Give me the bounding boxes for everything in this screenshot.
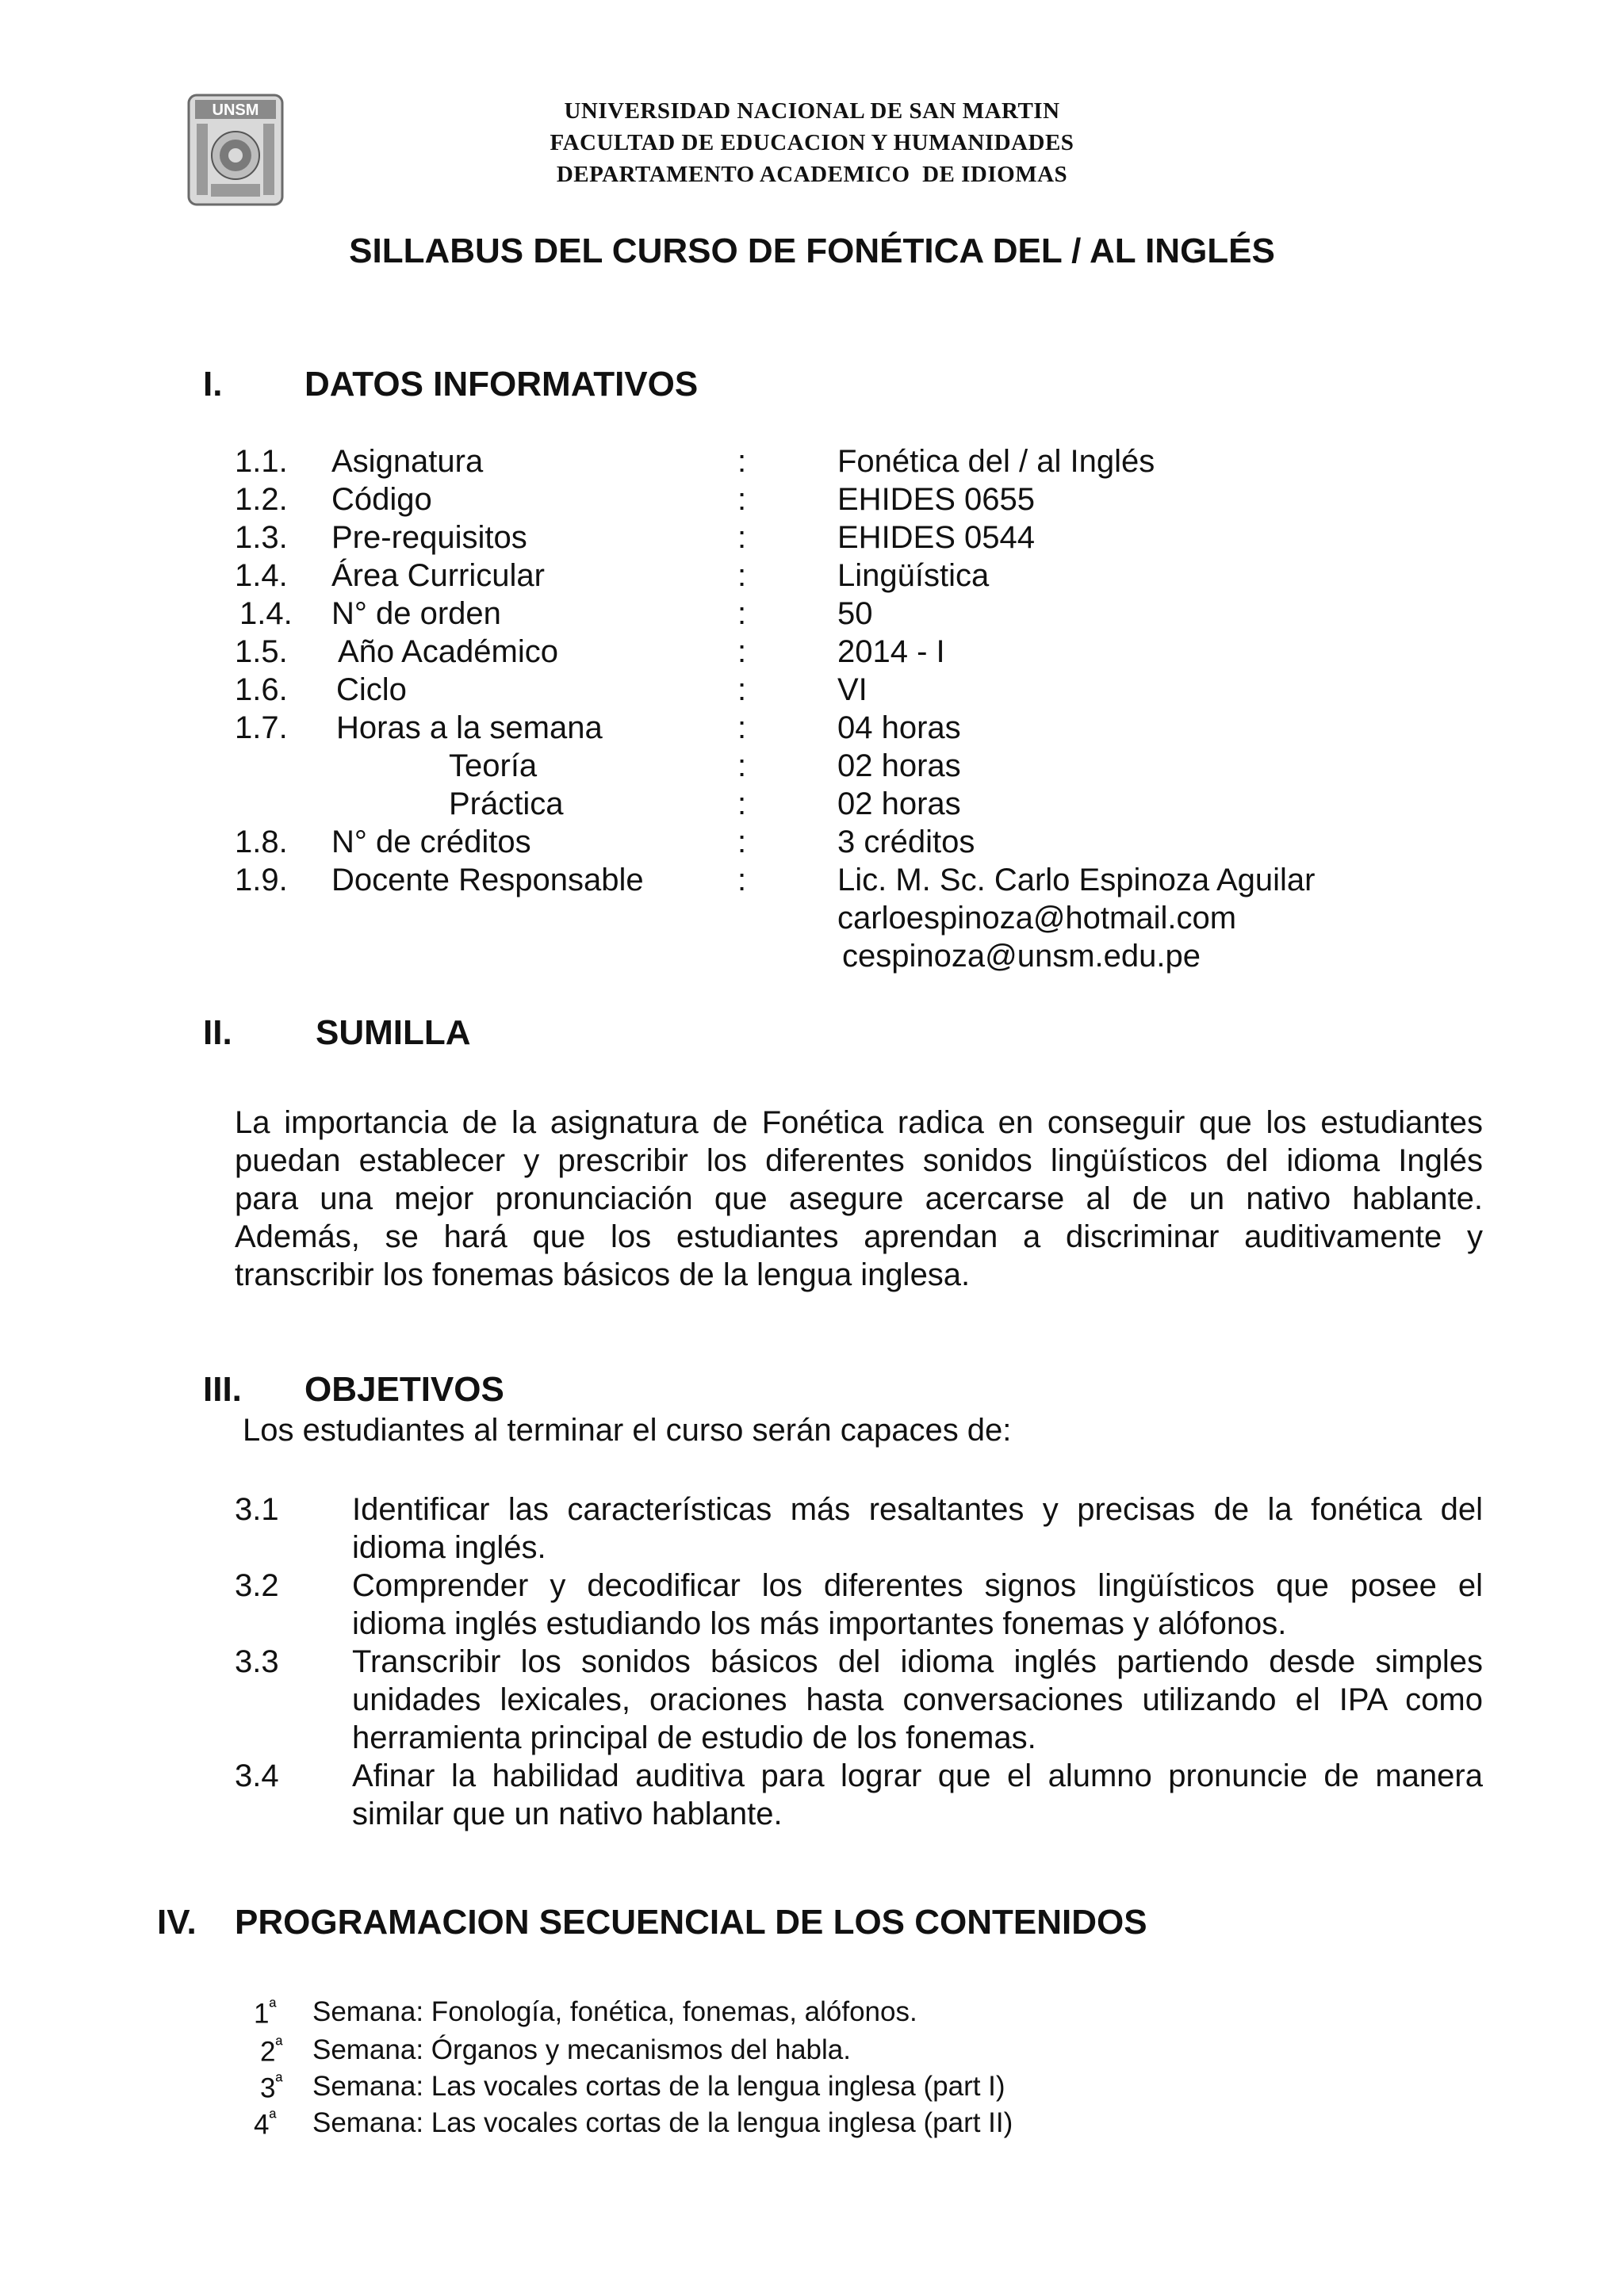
section-3-heading: OBJETIVOS xyxy=(304,1370,504,1409)
info-row-label: N° de orden xyxy=(331,596,501,631)
info-row-number: 1.5. xyxy=(235,634,288,669)
info-row xyxy=(0,710,1624,747)
info-row xyxy=(0,520,1624,557)
info-row-value: 50 xyxy=(837,596,873,631)
objective-line: herramienta principal de estudio de los fonemas. xyxy=(352,1720,1036,1755)
info-row-value: 04 horas xyxy=(837,710,961,745)
info-row-label: Asignatura xyxy=(331,444,484,479)
info-row-label: Área Curricular xyxy=(331,558,545,593)
sumilla-line: puedan establecer y prescribir los diferentes sonidos lingüísticos del idioma Inglés xyxy=(235,1143,1483,1178)
week-ordinal: ª xyxy=(269,2107,277,2129)
info-row-label: Práctica xyxy=(449,786,564,821)
info-row-separator: : xyxy=(737,482,747,517)
week-number: 4 xyxy=(254,2109,270,2141)
objective-number: 3.3 xyxy=(235,1644,279,1679)
info-row-number: 1.2. xyxy=(235,482,288,517)
section-4-heading: PROGRAMACION SECUENCIAL DE LOS CONTENIDOS xyxy=(235,1903,1147,1942)
email-link[interactable]: carloespinoza@hotmail.com xyxy=(837,901,1237,936)
objective-line: idioma inglés estudiando los más importantes fonemas y alófonos. xyxy=(352,1606,1287,1641)
info-row-number: 1.8. xyxy=(235,825,288,859)
objective-line: Identificar las características más resaltantes y precisas de la fonética del xyxy=(352,1492,1483,1527)
info-row-separator: : xyxy=(737,672,747,707)
week-item xyxy=(260,2071,282,2105)
info-row-number: 1.3. xyxy=(235,520,288,555)
info-row-separator: : xyxy=(737,634,747,669)
info-row-label: Docente Responsable xyxy=(331,863,644,897)
week-ordinal: ª xyxy=(275,2071,283,2092)
section-1-heading: DATOS INFORMATIVOS xyxy=(304,365,699,404)
faculty-name: FACULTAD DE EDUCACION Y HUMANIDADES xyxy=(550,130,1074,155)
objective-line: Transcribir los sonidos básicos del idioma inglés partiendo desde simples xyxy=(352,1644,1483,1679)
week-text: Semana: Órganos y mecanismos del habla. xyxy=(312,2034,851,2065)
info-row-separator: : xyxy=(737,863,747,897)
objective-number: 3.1 xyxy=(235,1492,279,1527)
info-row-label: Código xyxy=(331,482,432,517)
section-2-heading: SUMILLA xyxy=(316,1013,471,1052)
info-row-value: EHIDES 0655 xyxy=(837,482,1036,517)
objective-line: Comprender y decodificar los diferentes signos lingüísticos que posee el xyxy=(352,1568,1483,1603)
info-row-label: Ciclo xyxy=(336,672,407,707)
info-row xyxy=(0,558,1624,595)
info-row-value: 02 horas xyxy=(837,786,961,821)
objective-text xyxy=(352,1643,1483,1757)
week-ordinal: ª xyxy=(275,2034,283,2056)
info-row xyxy=(0,634,1624,671)
info-row xyxy=(0,748,1624,785)
document-title: SILLABUS DEL CURSO DE FONÉTICA DEL / AL INGLÉS xyxy=(349,232,1275,270)
section-4-number: IV. xyxy=(157,1903,197,1942)
info-row xyxy=(0,672,1624,709)
info-row-value: Lingüística xyxy=(837,558,990,593)
info-row-value: Lic. M. Sc. Carlo Espinoza Aguilar xyxy=(837,863,1316,897)
email-link[interactable]: cespinoza@unsm.edu.pe xyxy=(842,939,1201,974)
week-number: 1 xyxy=(254,1998,270,2030)
info-row-separator: : xyxy=(737,748,747,783)
info-row xyxy=(0,444,1624,480)
info-row-value: 2014 - I xyxy=(837,634,945,669)
info-row-label: Horas a la semana xyxy=(336,710,603,745)
info-row-value: VI xyxy=(837,672,868,707)
section-2-number: II. xyxy=(203,1013,232,1052)
info-row-value: 3 créditos xyxy=(837,825,975,859)
info-row-label: Año Académico xyxy=(338,634,558,669)
info-row-separator: : xyxy=(737,558,747,593)
objective-line: unidades lexicales, oraciones hasta conversaciones utilizando el IPA como xyxy=(352,1682,1483,1717)
sumilla-line: La importancia de la asignatura de Fonética radica en conseguir que los estudiantes xyxy=(235,1105,1483,1140)
department-name: DEPARTAMENTO ACADEMICO DE IDIOMAS xyxy=(556,162,1068,187)
sumilla-line: Además, se hará que los estudiantes aprendan a discriminar auditivamente y xyxy=(235,1219,1483,1254)
info-row-label: Teoría xyxy=(449,748,538,783)
info-row-number: 1.7. xyxy=(235,710,288,745)
info-row-number: 1.6. xyxy=(235,672,288,707)
objective-number: 3.2 xyxy=(235,1568,279,1603)
week-ordinal: ª xyxy=(269,1996,277,2018)
university-name: UNIVERSIDAD NACIONAL DE SAN MARTIN xyxy=(564,98,1060,124)
info-row-label: Pre-requisitos xyxy=(331,520,527,555)
info-row-value: Fonética del / al Inglés xyxy=(837,444,1155,479)
sumilla-line: transcribir los fonemas básicos de la lengua inglesa. xyxy=(235,1257,971,1292)
objective-line: Afinar la habilidad auditiva para lograr que el alumno pronuncie de manera xyxy=(352,1758,1483,1793)
sumilla-line: para una mejor pronunciación que asegure acercarse al de un nativo hablante. xyxy=(235,1181,1483,1216)
week-item xyxy=(254,1996,276,2030)
info-row xyxy=(0,863,1624,899)
info-row xyxy=(0,786,1624,823)
info-row-value: EHIDES 0544 xyxy=(837,520,1036,555)
info-row-separator: : xyxy=(737,786,747,821)
week-text: Semana: Las vocales cortas de la lengua inglesa (part I) xyxy=(312,2071,1005,2102)
info-row-separator: : xyxy=(737,825,747,859)
week-text: Semana: Fonología, fonética, fonemas, alófonos. xyxy=(312,1996,917,2027)
objective-text xyxy=(352,1757,1483,1833)
info-row-value: 02 horas xyxy=(837,748,961,783)
info-row-separator: : xyxy=(737,520,747,555)
info-row-number: 1.4. xyxy=(235,558,288,593)
objectives-intro: Los estudiantes al terminar el curso serán capaces de: xyxy=(243,1413,1012,1448)
objective-line: idioma inglés. xyxy=(352,1530,546,1565)
objective-number: 3.4 xyxy=(235,1758,279,1793)
week-item xyxy=(254,2107,276,2141)
objective-text xyxy=(352,1490,1483,1567)
svg-text:UNSM: UNSM xyxy=(212,101,259,119)
section-1-number: I. xyxy=(203,365,223,404)
objective-line: similar que un nativo hablante. xyxy=(352,1797,783,1831)
week-item xyxy=(260,2034,282,2068)
objective-text xyxy=(352,1567,1483,1643)
info-row-number: 1.9. xyxy=(235,863,288,897)
info-row xyxy=(0,596,1624,633)
info-row xyxy=(0,825,1624,861)
info-row-separator: : xyxy=(737,710,747,745)
info-row-separator: : xyxy=(737,596,747,631)
info-row-label: N° de créditos xyxy=(331,825,531,859)
info-row-separator: : xyxy=(737,444,747,479)
week-number: 2 xyxy=(260,2036,276,2068)
week-number: 3 xyxy=(260,2072,276,2104)
section-3-number: III. xyxy=(203,1370,242,1409)
week-text: Semana: Las vocales cortas de la lengua inglesa (part II) xyxy=(312,2107,1013,2138)
info-row xyxy=(0,482,1624,519)
info-row-number: 1.4. xyxy=(239,596,293,631)
info-row-number: 1.1. xyxy=(235,444,288,479)
